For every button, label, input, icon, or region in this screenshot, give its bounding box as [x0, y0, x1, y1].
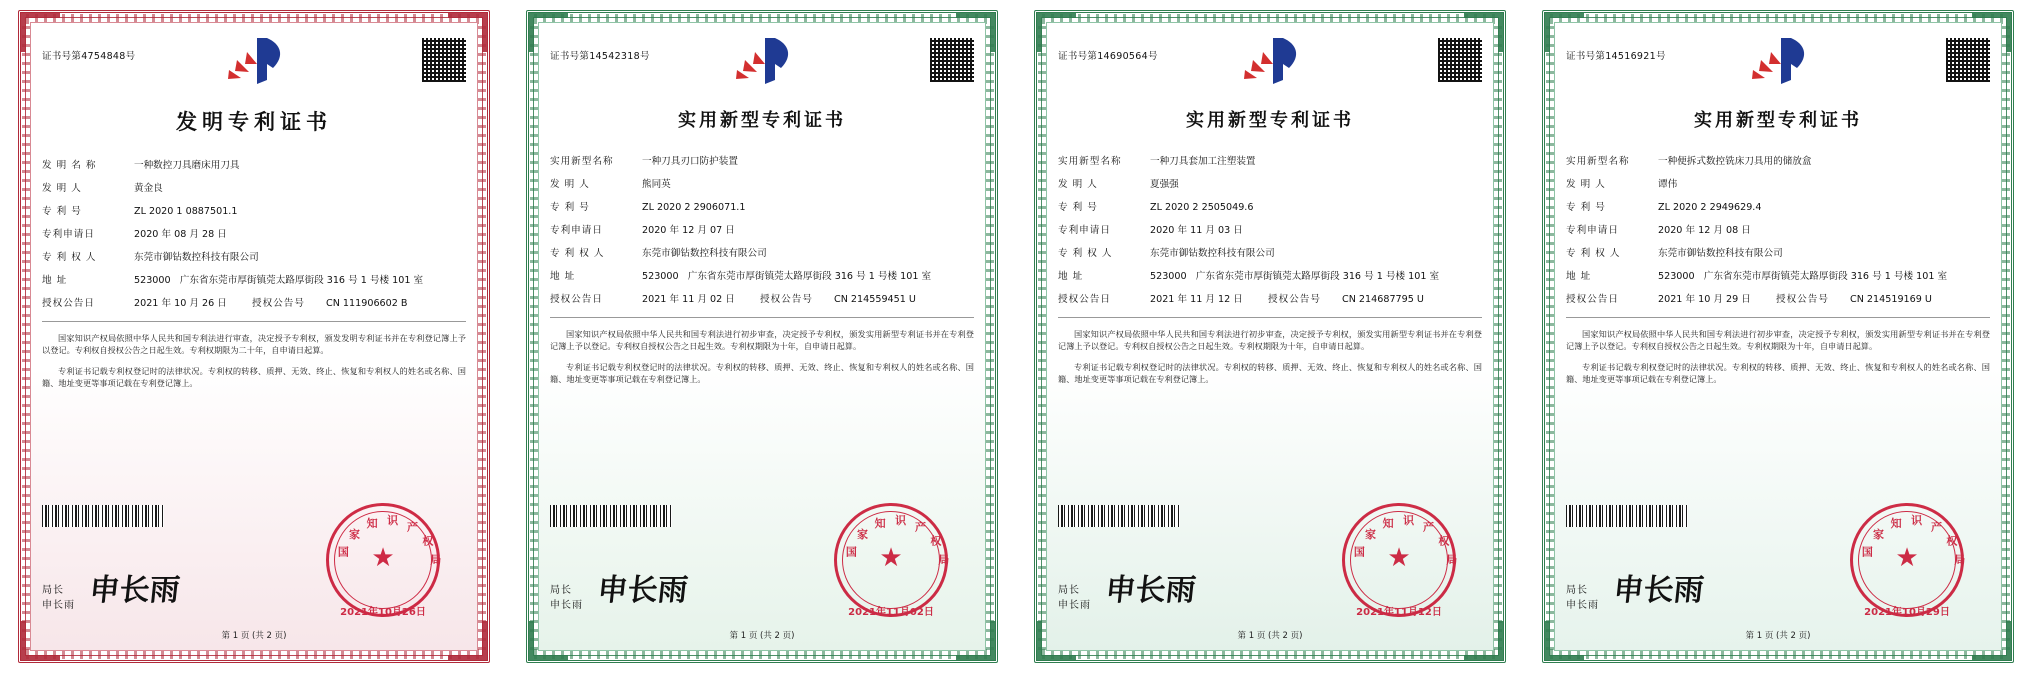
- cnipa-logo-icon: [1227, 34, 1313, 90]
- seal-star-icon: ★: [371, 542, 395, 573]
- field-label: 发 明 人: [1566, 178, 1606, 190]
- field-patent-number: [550, 202, 974, 214]
- field-label: 地 址: [1058, 270, 1084, 282]
- legal-paragraph-1: 国家知识产权局依照中华人民共和国专利法进行初步审查，决定授予专利权，颁发实用新型专利证书并在专利登记簿上予以登记。专利权自授权公告之日起生效。专利权期限为十年，自申请日起算。: [550, 328, 974, 352]
- signature-block: [550, 573, 690, 613]
- field-value: 一种刀具刃口防护装置: [642, 156, 738, 167]
- field-value: 一种数控刀具磨床用刀具: [134, 160, 240, 171]
- section-divider: [1566, 317, 1990, 318]
- official-seal: [834, 503, 948, 617]
- field-value: 东莞市御钻数控科技有限公司: [1150, 247, 1275, 259]
- page-number: 第 1 页 (共 2 页): [1745, 631, 1811, 641]
- field-application-date: [1058, 225, 1482, 237]
- legal-paragraph-2: 专利证书记载专利权登记时的法律状况。专利权的转移、质押、无效、终止、恢复和专利权人的姓名或名称、国籍、地址变更等事项记载在专利登记簿上。: [1058, 361, 1482, 384]
- field-patent-number: [1058, 202, 1482, 214]
- field-invention-name: [42, 160, 466, 172]
- field-label: 专 利 号: [550, 201, 590, 213]
- section-divider: [42, 321, 466, 322]
- field-address: [1566, 271, 1990, 283]
- field-label-grant-no: 授权公告号: [760, 293, 813, 305]
- certificate-header: [42, 34, 466, 96]
- director-title: 局长: [1566, 585, 1588, 596]
- field-label: 专 利 权 人: [1058, 247, 1113, 259]
- seal-date: 2021年11月02日: [848, 607, 934, 618]
- field-grant-row: [1566, 294, 1990, 306]
- field-label: 地 址: [550, 270, 576, 282]
- field-label: 授权公告日: [550, 293, 603, 305]
- field-value-grant-no: CN 214559451 U: [834, 293, 916, 305]
- field-value: ZL 2020 1 0887501.1: [134, 205, 238, 217]
- handwritten-signature: 申长雨: [1611, 573, 1706, 608]
- field-patentee: [42, 252, 466, 264]
- field-value-grant-date: 2021 年 10 月 29 日: [1658, 293, 1751, 305]
- page-number: 第 1 页 (共 2 页): [221, 631, 287, 641]
- official-seal: [1850, 503, 1964, 617]
- certificate-fields: [550, 156, 974, 306]
- field-label: 专 利 号: [42, 205, 82, 217]
- field-label: 发 明 人: [550, 178, 590, 190]
- field-value: 夏强强: [1150, 178, 1179, 190]
- certificate-header: [550, 34, 974, 96]
- field-label: 专 利 号: [1566, 201, 1606, 213]
- field-value: 一种便拆式数控铣床刀具用的储放盒: [1658, 156, 1812, 167]
- field-value: 东莞市御钻数控科技有限公司: [1658, 247, 1783, 259]
- field-application-date: [1566, 225, 1990, 237]
- cnipa-logo-icon: [1735, 34, 1821, 90]
- certificate-content: [550, 34, 974, 639]
- certificate-title: 实用新型专利证书: [1186, 110, 1354, 131]
- field-grant-row: [42, 298, 466, 310]
- certificate-number: 证书号第4754848号: [42, 51, 136, 62]
- field-label: 实用新型名称: [1566, 156, 1630, 167]
- barcode: [550, 505, 672, 527]
- seal-date: 2021年10月29日: [1864, 607, 1950, 618]
- field-inventor: [550, 179, 974, 191]
- field-label: 地 址: [42, 274, 68, 286]
- field-inventor: [42, 183, 466, 195]
- director-name: 申长雨: [42, 600, 75, 611]
- field-value-grant-no: CN 214687795 U: [1342, 293, 1424, 305]
- field-label: 发 明 人: [42, 182, 82, 194]
- certificate-number: 证书号第14542318号: [550, 51, 650, 62]
- seal-date: 2021年11月12日: [1356, 607, 1442, 618]
- cnipa-logo-icon: [211, 34, 297, 90]
- field-label: 专利申请日: [550, 224, 603, 236]
- field-grant-row: [550, 294, 974, 306]
- qr-code: [1438, 38, 1482, 82]
- legal-paragraph-2: 专利证书记载专利权登记时的法律状况。专利权的转移、质押、无效、终止、恢复和专利权人的姓名或名称、国籍、地址变更等事项记载在专利登记簿上。: [550, 361, 974, 384]
- field-value: 523000 广东省东莞市厚街镇莞太路厚街段 316 号 1 号楼 101 室: [642, 270, 932, 282]
- section-divider: [550, 317, 974, 318]
- field-label: 专 利 权 人: [1566, 247, 1621, 259]
- field-value: 523000 广东省东莞市厚街镇莞太路厚街段 316 号 1 号楼 101 室: [1658, 270, 1948, 282]
- certificate-card-4[interactable]: [1524, 0, 2032, 677]
- director-title: 局长: [42, 585, 64, 596]
- field-utility-model-name: [1566, 156, 1990, 168]
- certificate-header: [1566, 34, 1990, 96]
- field-address: [42, 275, 466, 287]
- certificate-content: [42, 34, 466, 639]
- handwritten-signature: 申长雨: [595, 573, 690, 608]
- legal-paragraph-2: 专利证书记载专利权登记时的法律状况。专利权的转移、质押、无效、终止、恢复和专利权人的姓名或名称、国籍、地址变更等事项记载在专利登记簿上。: [1566, 361, 1990, 384]
- seal-date: 2021年10月26日: [340, 607, 426, 618]
- field-value: ZL 2020 2 2906071.1: [642, 201, 746, 213]
- field-patentee: [550, 248, 974, 260]
- field-value: 东莞市御钻数控科技有限公司: [134, 251, 259, 263]
- field-patentee: [1058, 248, 1482, 260]
- certificate-fields: [42, 160, 466, 310]
- seal-star-icon: ★: [1895, 542, 1919, 573]
- certificate-content: [1058, 34, 1482, 639]
- handwritten-signature: 申长雨: [1103, 573, 1198, 608]
- field-label-grant-no: 授权公告号: [1268, 293, 1321, 305]
- certificate-number: 证书号第14516921号: [1566, 51, 1666, 62]
- certificate-title: 实用新型专利证书: [678, 110, 846, 131]
- field-label: 专利申请日: [1566, 224, 1619, 236]
- field-value: ZL 2020 2 2949629.4: [1658, 201, 1762, 213]
- field-label: 专 利 号: [1058, 201, 1098, 213]
- field-value: 2020 年 12 月 07 日: [642, 224, 735, 236]
- handwritten-signature: 申长雨: [87, 573, 182, 608]
- field-label: 专利申请日: [42, 228, 95, 240]
- field-value: 东莞市御钻数控科技有限公司: [642, 247, 767, 259]
- field-value: 2020 年 11 月 03 日: [1150, 224, 1243, 236]
- director-name: 申长雨: [550, 600, 583, 611]
- field-value: 2020 年 08 月 28 日: [134, 228, 227, 240]
- field-grant-row: [1058, 294, 1482, 306]
- legal-paragraph-1: 国家知识产权局依照中华人民共和国专利法进行审查，决定授予专利权，颁发发明专利证书并在专利登记簿上予以登记。专利权自授权公告之日起生效。专利权期限为二十年，自申请日起算。: [42, 332, 466, 356]
- field-label: 实用新型名称: [550, 156, 614, 167]
- certificate-fields: [1566, 156, 1990, 306]
- field-value: 一种刀具套加工注塑装置: [1150, 156, 1256, 167]
- seal-ring-text: 国 家 知 识 产 权 局: [1861, 514, 1966, 567]
- barcode: [42, 505, 164, 527]
- barcode: [1566, 505, 1688, 527]
- page-number: 第 1 页 (共 2 页): [729, 631, 795, 641]
- field-value: 黄金良: [134, 182, 163, 194]
- certificate-header: [1058, 34, 1482, 96]
- seal-ring-text: 国 家 知 识 产 权 局: [1353, 514, 1458, 567]
- director-name: 申长雨: [1566, 600, 1599, 611]
- field-value-grant-no: CN 111906602 B: [326, 297, 408, 309]
- field-patent-number: [42, 206, 466, 218]
- field-value-grant-no: CN 214519169 U: [1850, 293, 1932, 305]
- section-divider: [1058, 317, 1482, 318]
- official-seal: [1342, 503, 1456, 617]
- field-label: 专 利 权 人: [550, 247, 605, 259]
- signature-block: [1566, 573, 1706, 613]
- qr-code: [930, 38, 974, 82]
- field-label-grant-no: 授权公告号: [1776, 293, 1829, 305]
- director-title: 局长: [1058, 585, 1080, 596]
- page-number: 第 1 页 (共 2 页): [1237, 631, 1303, 641]
- field-value: 熊同英: [642, 178, 671, 190]
- official-seal: [326, 503, 440, 617]
- field-utility-model-name: [1058, 156, 1482, 168]
- cnipa-logo-icon: [719, 34, 805, 90]
- field-value: 523000 广东省东莞市厚街镇莞太路厚街段 316 号 1 号楼 101 室: [134, 274, 424, 286]
- field-value: ZL 2020 2 2505049.6: [1150, 201, 1254, 213]
- certificate-card-1[interactable]: [0, 0, 508, 677]
- field-label: 实用新型名称: [1058, 156, 1122, 167]
- certificate-card-2[interactable]: [508, 0, 1016, 677]
- field-label: 专利申请日: [1058, 224, 1111, 236]
- qr-code: [422, 38, 466, 82]
- field-application-date: [42, 229, 466, 241]
- field-label-grant-no: 授权公告号: [252, 297, 305, 309]
- field-patent-number: [1566, 202, 1990, 214]
- signature-block: [42, 573, 182, 613]
- field-label: 发 明 人: [1058, 178, 1098, 190]
- seal-star-icon: ★: [879, 542, 903, 573]
- certificate-title: 实用新型专利证书: [1694, 110, 1862, 131]
- certificate-number: 证书号第14690564号: [1058, 51, 1158, 62]
- field-application-date: [550, 225, 974, 237]
- field-label: 地 址: [1566, 270, 1592, 282]
- director-title: 局长: [550, 585, 572, 596]
- seal-star-icon: ★: [1387, 542, 1411, 573]
- seal-ring-text: 国 家 知 识 产 权 局: [337, 514, 442, 567]
- field-value-grant-date: 2021 年 11 月 12 日: [1150, 293, 1243, 305]
- field-value-grant-date: 2021 年 11 月 02 日: [642, 293, 735, 305]
- field-utility-model-name: [550, 156, 974, 168]
- field-value-grant-date: 2021 年 10 月 26 日: [134, 297, 227, 309]
- field-label: 授权公告日: [1566, 293, 1619, 305]
- legal-paragraph-1: 国家知识产权局依照中华人民共和国专利法进行初步审查，决定授予专利权，颁发实用新型专利证书并在专利登记簿上予以登记。专利权自授权公告之日起生效。专利权期限为十年，自申请日起算。: [1058, 328, 1482, 352]
- field-address: [1058, 271, 1482, 283]
- field-label: 授权公告日: [42, 297, 95, 309]
- certificate-card-3[interactable]: [1016, 0, 1524, 677]
- barcode: [1058, 505, 1180, 527]
- field-label: 授权公告日: [1058, 293, 1111, 305]
- certificate-content: [1566, 34, 1990, 639]
- certificate-title: 发明专利证书: [176, 109, 332, 134]
- signature-block: [1058, 573, 1198, 613]
- field-label: 专 利 权 人: [42, 251, 97, 263]
- qr-code: [1946, 38, 1990, 82]
- field-address: [550, 271, 974, 283]
- director-name: 申长雨: [1058, 600, 1091, 611]
- legal-paragraph-2: 专利证书记载专利权登记时的法律状况。专利权的转移、质押、无效、终止、恢复和专利权人的姓名或名称、国籍、地址变更等事项记载在专利登记簿上。: [42, 365, 466, 388]
- seal-ring-text: 国 家 知 识 产 权 局: [845, 514, 950, 567]
- certificate-fields: [1058, 156, 1482, 306]
- field-inventor: [1058, 179, 1482, 191]
- field-label: 发 明 名 称: [42, 160, 97, 171]
- field-value: 523000 广东省东莞市厚街镇莞太路厚街段 316 号 1 号楼 101 室: [1150, 270, 1440, 282]
- legal-paragraph-1: 国家知识产权局依照中华人民共和国专利法进行初步审查，决定授予专利权，颁发实用新型专利证书并在专利登记簿上予以登记。专利权自授权公告之日起生效。专利权期限为十年，自申请日起算。: [1566, 328, 1990, 352]
- field-inventor: [1566, 179, 1990, 191]
- field-value: 谭伟: [1658, 178, 1678, 190]
- field-value: 2020 年 12 月 08 日: [1658, 224, 1751, 236]
- field-patentee: [1566, 248, 1990, 260]
